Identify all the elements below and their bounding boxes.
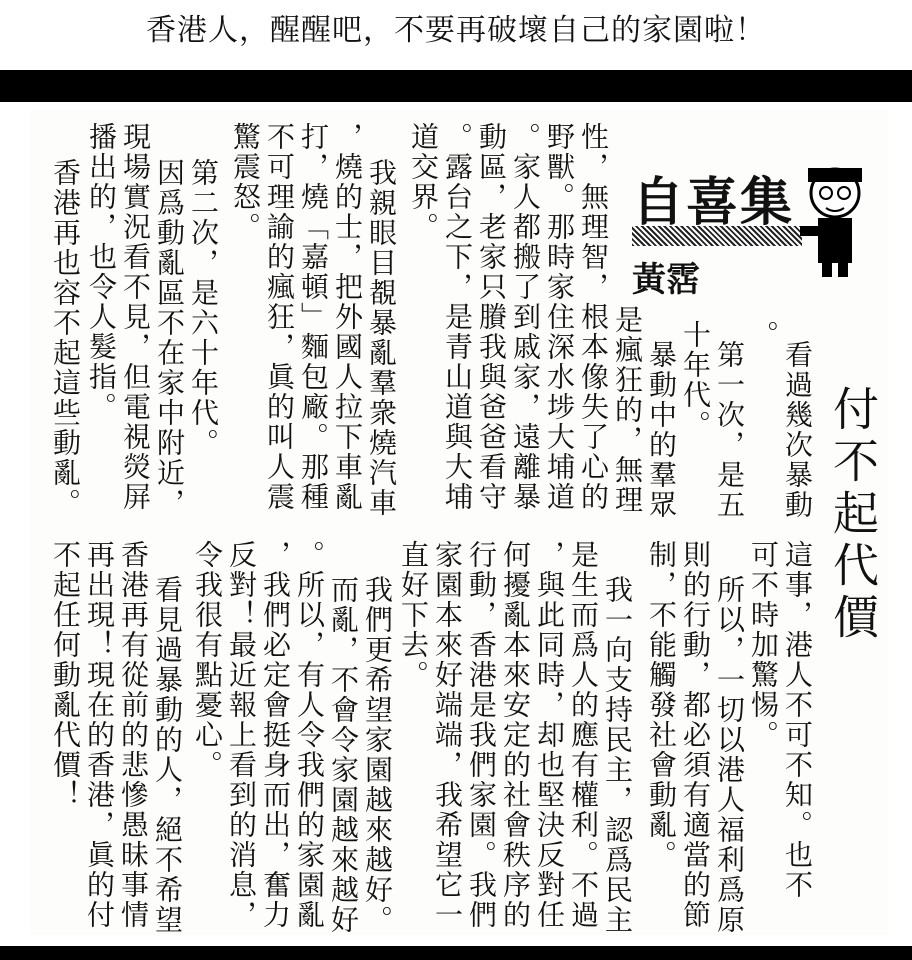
- text-column: 直好下去。: [397, 540, 430, 690]
- text-column: 是瘋狂的，無理: [611, 305, 644, 515]
- text-column: 家園本來好端端，我希望它一: [431, 540, 464, 930]
- text-column: 看過幾次暴動: [781, 340, 814, 520]
- text-column: 看見過暴動的人，絕不希望: [151, 575, 184, 935]
- article-title: 付不起代價: [826, 385, 880, 645]
- top-divider: [0, 70, 912, 102]
- text-column: 不起任何動亂代價！: [49, 540, 82, 810]
- text-column: 因爲動亂區不在家中附近，: [153, 158, 186, 518]
- text-column: 播出的，也令人髮指。: [85, 122, 118, 422]
- text-column: 再出現！現在的香港，眞的付: [83, 540, 116, 930]
- text-column: 第一次，是五: [713, 340, 746, 520]
- text-column: 我一向支持民主，認爲民主: [601, 575, 634, 935]
- text-column: 。: [747, 320, 780, 350]
- text-column: ，與此同時，却也堅決反對任: [533, 540, 566, 930]
- text-column: 動區，老家只賸我與爸爸看守: [475, 122, 508, 512]
- text-column: 性，無理智，根本像失了心的: [577, 122, 610, 512]
- text-column: 我親眼目覩暴亂羣衆燒汽車: [365, 158, 398, 518]
- text-column: ，我們必定會挺身而出，奮力: [259, 540, 292, 930]
- text-column: 。所以，有人令我們的家園亂: [293, 540, 326, 930]
- text-column: 。露台之下，是青山道與大埔: [441, 122, 474, 512]
- column-author: 黃霑: [632, 260, 700, 300]
- text-column: 所以，一切以港人福利爲原: [713, 575, 746, 935]
- text-column: 則的行動，都必須有適當的節: [679, 540, 712, 930]
- text-column: 而亂，不會令家園越來越好: [327, 575, 360, 935]
- text-column: 香港再也容不起這些動亂。: [49, 158, 82, 518]
- text-column: 香港再有從前的悲慘愚昧事情: [117, 540, 150, 930]
- text-column: 暴動中的羣眾: [645, 340, 678, 520]
- text-column: 十年代。: [679, 320, 712, 440]
- text-column: 現場實況看不見，但電視熒屏: [119, 122, 152, 512]
- column-name: 自喜集: [632, 173, 795, 233]
- text-column: 行動，香港是我們家園。我們: [465, 540, 498, 930]
- headline: 香港人，醒醒吧，不要再破壞自己的家園啦！: [146, 13, 766, 48]
- text-column: 我們更希望家園越來越好。: [361, 575, 394, 935]
- text-column: 這事，港人不可不知。也不: [781, 540, 814, 900]
- cartoon-figure-icon: [800, 158, 870, 278]
- text-column: 驚震怒。: [229, 122, 262, 242]
- bottom-divider: [0, 946, 912, 960]
- headline-bar: [0, 0, 912, 60]
- text-column: 何擾亂本來安定的社會秩序的: [499, 540, 532, 930]
- text-column: 道交界。: [407, 122, 440, 242]
- text-column: 野獸。那時家住深水埗大埔道: [543, 122, 576, 512]
- text-column: 打，燒「嘉頓」麵包廠。那種: [297, 122, 330, 512]
- text-column: 令我很有點憂心。: [191, 540, 224, 780]
- text-column: ，燒的士，把外國人拉下車亂: [331, 122, 364, 512]
- text-column: 可不時加驚惕。: [747, 540, 780, 750]
- text-column: 不可理諭的瘋狂，眞的叫人震: [263, 122, 296, 512]
- text-column: 反對！最近報上看到的消息，: [225, 540, 258, 930]
- text-column: 是生而爲人的應有權利。不過: [567, 540, 600, 930]
- text-column: 第二次，是六十年代。: [187, 158, 220, 458]
- text-column: 。家人都搬了到戚家，遠離暴: [509, 122, 542, 512]
- text-column: 制，不能觸發社會動亂。: [645, 540, 678, 870]
